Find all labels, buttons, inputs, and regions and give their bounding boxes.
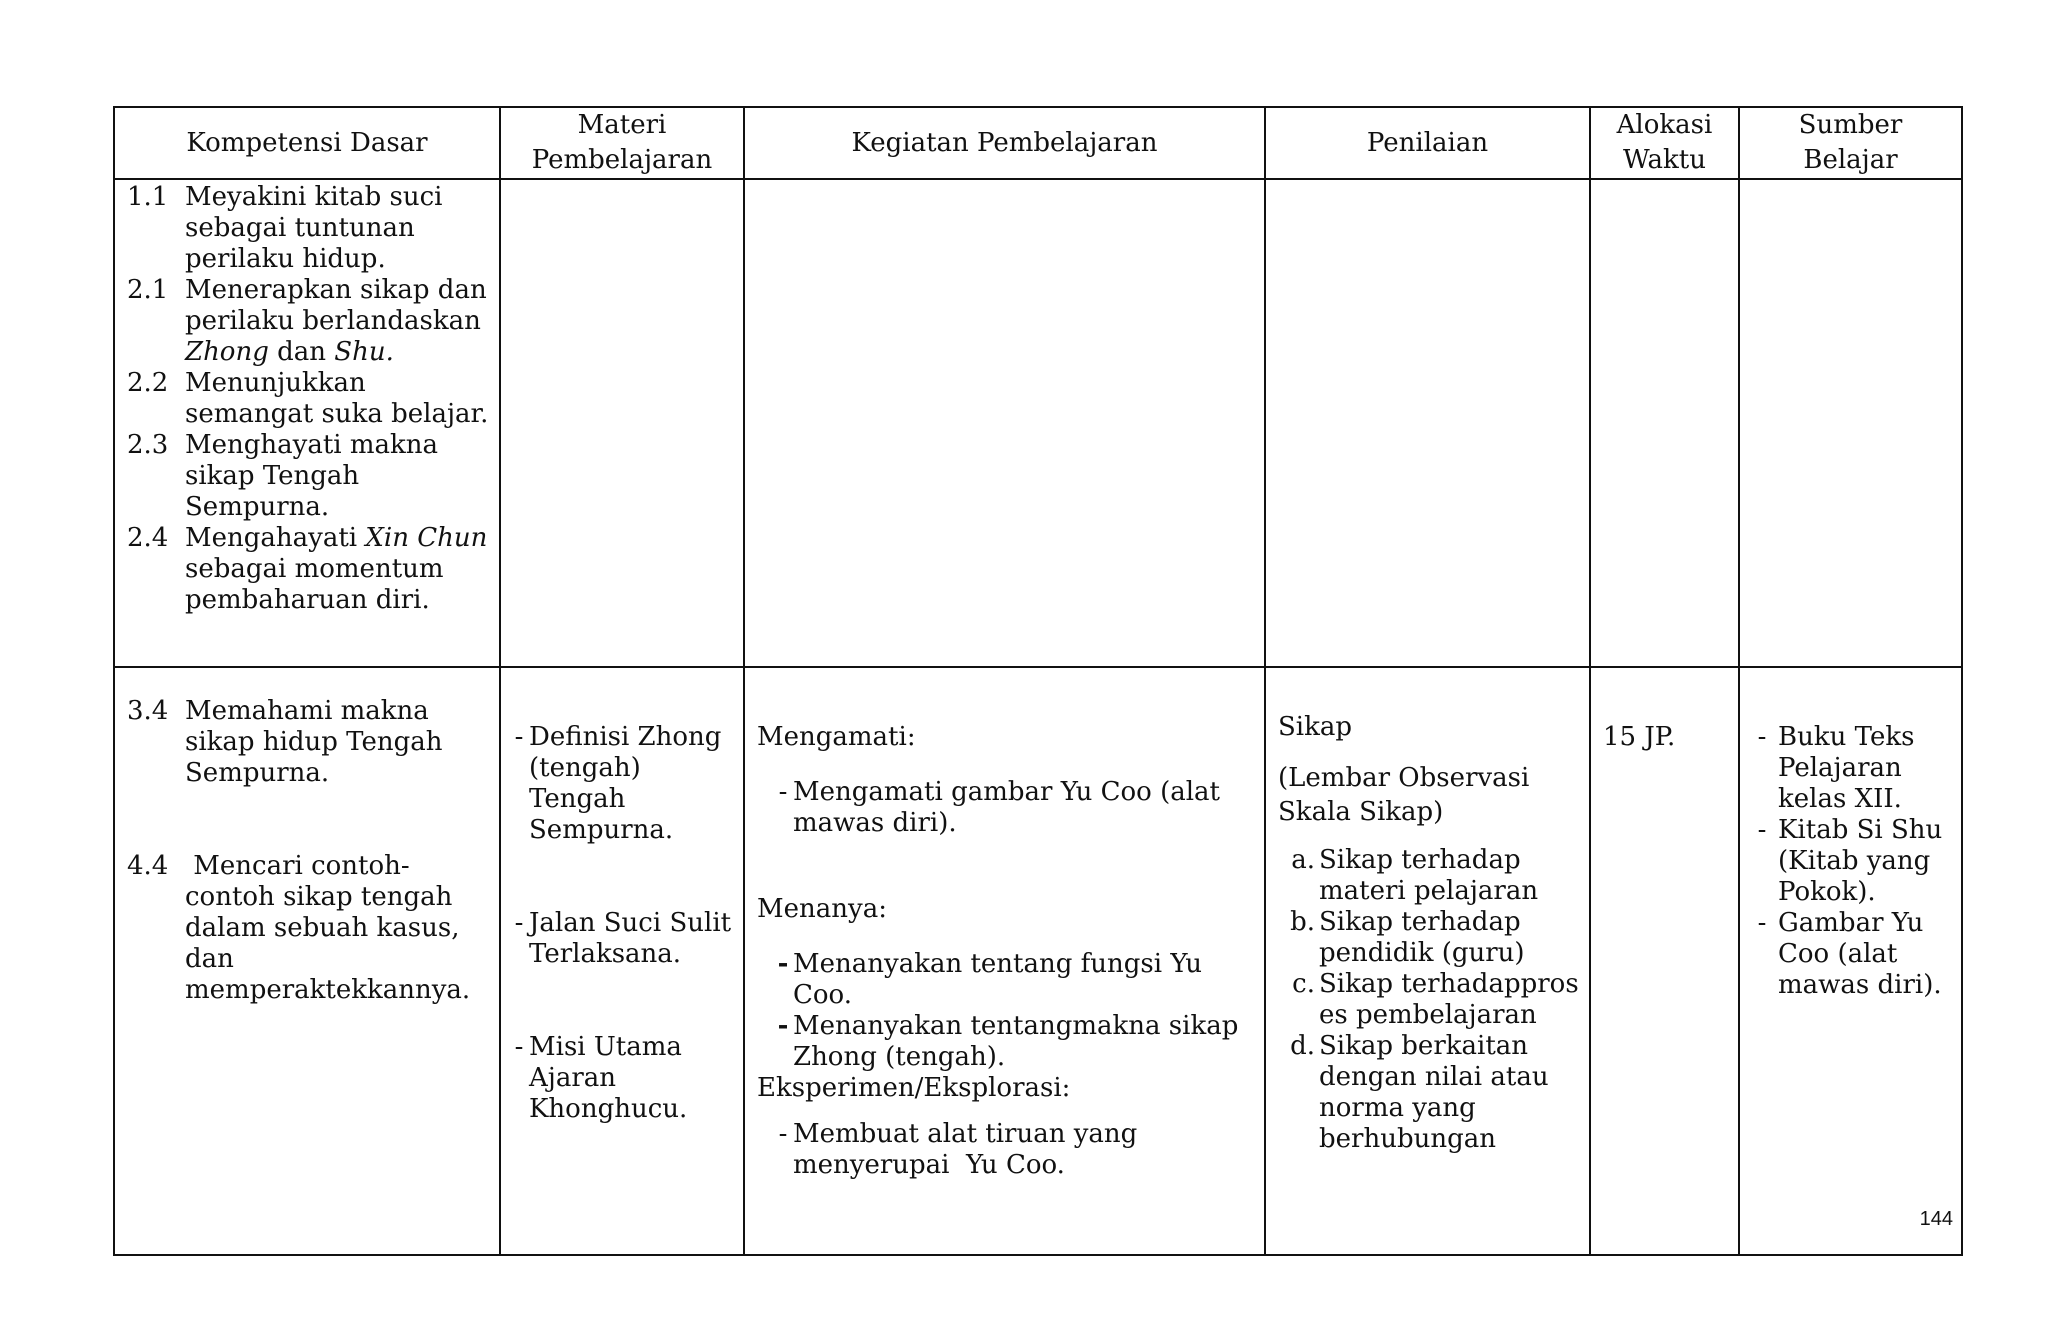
- syllabus-table: [113, 106, 1963, 1256]
- kd-text: Memahami makna sikap hidup Tengah Sempurna.: [185, 696, 443, 788]
- dash-bullet: -: [514, 1032, 524, 1062]
- sumber-text: Kitab Si Shu (Kitab yang Pokok).: [1778, 815, 1943, 907]
- dash-bullet: -: [777, 1011, 789, 1041]
- dash-bullet: -: [1757, 815, 1767, 845]
- kd-item: [115, 275, 499, 368]
- kd-item: [115, 696, 499, 789]
- penilaian-item-label: c.: [1292, 969, 1315, 999]
- kd-number: 1.1: [127, 182, 169, 212]
- kegiatan-item: [757, 1119, 1254, 1181]
- sumber-text: Buku Teks Pelajaran kelas XII.: [1778, 722, 1915, 814]
- materi-text: Misi Utama Ajaran Khonghucu.: [529, 1032, 688, 1124]
- sumber-cell-row1: [1739, 179, 1962, 667]
- kegiatan-cell-row2: [744, 667, 1265, 1255]
- header-materi-text: Materi Pembelajaran: [531, 110, 713, 175]
- kd-text: Menghayati makna sikap Tengah Sempurna.: [185, 430, 439, 522]
- table-row: [114, 667, 1962, 1255]
- kegiatan-text: Membuat alat tiruan yang menyerupai Yu Coo.: [793, 1119, 1146, 1180]
- kd-number: 3.4: [127, 696, 169, 726]
- penilaian-item: [1278, 845, 1581, 907]
- penilaian-subtitle: (Lembar Observasi Skala Sikap): [1278, 763, 1530, 827]
- penilaian-title: Sikap: [1278, 712, 1353, 742]
- kegiatan-eksperimen-title: Eksperimen/Eksplorasi:: [757, 1073, 1071, 1103]
- kegiatan-item: [757, 1011, 1254, 1073]
- table-row: [114, 179, 1962, 667]
- kegiatan-item: [757, 777, 1254, 839]
- header-kegiatan-pembelajaran: Kegiatan Pembelajaran: [744, 107, 1265, 179]
- kd-text: Menunjukkan semangat suka belajar.: [185, 368, 489, 429]
- materi-text: Jalan Suci Sulit Terlaksana.: [529, 908, 732, 969]
- sumber-cell-row2: [1739, 667, 1962, 1255]
- dash-bullet: -: [514, 722, 524, 752]
- kd-text: Meyakini kitab suci sebagai tuntunan perilaku hidup.: [185, 182, 443, 274]
- sumber-item: [1752, 722, 1951, 815]
- kegiatan-menanya-title: Menanya:: [757, 894, 887, 924]
- kd-text-part: dan: [268, 337, 335, 367]
- header-alokasi-text: Alokasi Waktu: [1616, 110, 1713, 175]
- kegiatan-text: Menanyakan tentangmakna sikap Zhong (tengah).: [793, 1011, 1239, 1072]
- dash-bullet: -: [1757, 722, 1767, 752]
- kd-emphasis: Xin Chun: [365, 523, 488, 553]
- kegiatan-mengamati-title: Mengamati:: [757, 722, 916, 752]
- kd-text: Mencari contoh-contoh sikap tengah dalam sebuah kasus, dan memperaktekkannya.: [185, 851, 471, 1005]
- table-header-row: [114, 107, 1962, 179]
- materi-item: [509, 908, 733, 970]
- kd-item: [115, 430, 499, 523]
- penilaian-item-text: Sikap terhadap materi pelajaran: [1319, 845, 1539, 906]
- kd-item: [115, 182, 499, 275]
- penilaian-item: [1278, 1031, 1581, 1155]
- kd-number: 4.4: [127, 851, 169, 881]
- materi-item: [509, 1032, 733, 1125]
- dash-bullet: -: [778, 777, 788, 807]
- materi-text: Definisi Zhong (tengah) Tengah Sempurna.: [529, 722, 722, 845]
- sumber-item: [1752, 815, 1951, 908]
- header-alokasi-waktu: [1590, 107, 1739, 179]
- dash-bullet: -: [1757, 908, 1767, 938]
- materi-cell-row2: [500, 667, 744, 1255]
- header-penilaian: Penilaian: [1265, 107, 1590, 179]
- kd-emphasis: Shu.: [334, 337, 394, 367]
- dash-bullet: -: [514, 908, 524, 938]
- kd-emphasis: Zhong: [185, 337, 269, 367]
- header-sumber-text: Sumber Belajar: [1798, 110, 1903, 175]
- penilaian-item-label: d.: [1290, 1031, 1315, 1061]
- header-materi-pembelajaran: [500, 107, 744, 179]
- alokasi-cell-row1: [1590, 179, 1739, 667]
- kegiatan-text: Menanyakan tentang fungsi Yu Coo.: [793, 949, 1202, 1010]
- kd-text: [185, 523, 499, 616]
- kd-cell-row2: [114, 667, 500, 1255]
- kd-item: [115, 851, 499, 1006]
- page-number: 144: [1919, 1208, 1953, 1230]
- kd-text: [185, 275, 499, 368]
- penilaian-item-label: b.: [1290, 907, 1315, 937]
- dash-bullet: -: [777, 949, 789, 979]
- sumber-item: [1752, 908, 1951, 1001]
- header-sumber-belajar: [1739, 107, 1962, 179]
- penilaian-item: [1278, 969, 1581, 1031]
- penilaian-list: [1278, 845, 1581, 1155]
- dash-bullet: -: [778, 1119, 788, 1149]
- kd-number: 2.1: [127, 275, 169, 305]
- kegiatan-cell-row1: [744, 179, 1265, 667]
- kegiatan-item: [757, 949, 1254, 1011]
- penilaian-cell-row1: [1265, 179, 1590, 667]
- penilaian-cell-row2: [1265, 667, 1590, 1255]
- kd-text-part: Menerapkan sikap dan perilaku berlandaskan: [185, 275, 487, 336]
- kd-number: 2.2: [127, 368, 169, 398]
- kd-text-part: sebagai momentum pembaharuan diri.: [185, 554, 444, 615]
- penilaian-item-text: Sikap terhadap pendidik (guru): [1319, 907, 1525, 968]
- penilaian-item: [1278, 907, 1581, 969]
- kd-item: [115, 523, 499, 616]
- materi-cell-row1: [500, 179, 744, 667]
- kd-number: 2.3: [127, 430, 169, 460]
- kd-item: [115, 368, 499, 430]
- kd-cell-row1: [114, 179, 500, 667]
- penilaian-item-label: a.: [1291, 845, 1315, 875]
- header-kompetensi-dasar: Kompetensi Dasar: [114, 107, 500, 179]
- alokasi-value: 15 JP.: [1603, 722, 1676, 752]
- kd-number: 2.4: [127, 523, 169, 553]
- kegiatan-text: Mengamati gambar Yu Coo (alat mawas diri).: [793, 777, 1221, 838]
- sumber-text: Gambar Yu Coo (alat mawas diri).: [1778, 908, 1942, 1000]
- kd-list: [115, 182, 499, 616]
- kd-text-part: Mengahayati: [185, 523, 366, 553]
- penilaian-item-text: Sikap terhadapproses pembelajaran: [1319, 969, 1579, 1030]
- penilaian-item-text: Sikap berkaitan dengan nilai atau norma yang berhubungan: [1319, 1031, 1549, 1154]
- materi-item: [509, 722, 733, 846]
- alokasi-cell-row2: [1590, 667, 1739, 1255]
